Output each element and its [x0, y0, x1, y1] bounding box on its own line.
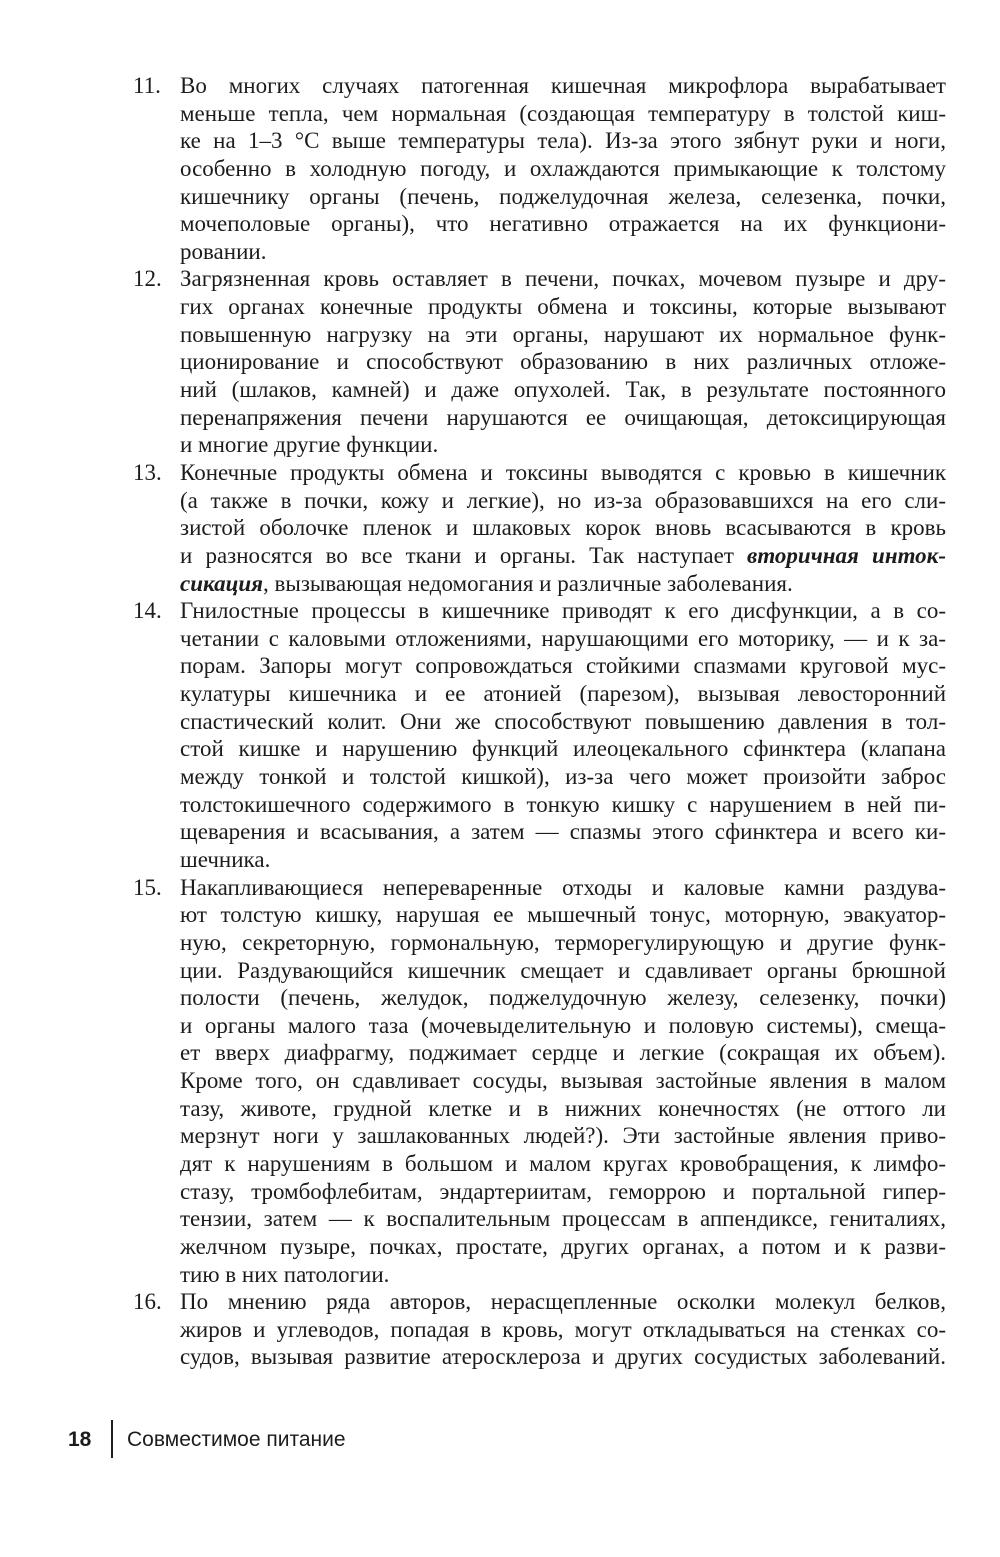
text-line: ют толстую кишку, нарушая ее мышечный тонус, моторную, эвакуатор- — [180, 902, 946, 928]
text-line: желчном пузыре, почках, простате, других органах, а потом и к разви- — [180, 1233, 946, 1259]
text-line: Накапливающиеся непереваренные отходы и каловые камни раздува- — [180, 874, 946, 900]
text-line: Загрязненная кровь оставляет в печени, почках, мочевом пузыре и дру- — [180, 266, 946, 292]
item-number: 14. — [133, 598, 162, 624]
list-item-12 — [0, 265, 1000, 458]
text-line: особенно в холодную погоду, и охлаждаются примыкающие к толстому — [180, 155, 946, 181]
text-line: между тонкой и толстой кишкой), из-за чего может произойти заброс — [180, 764, 946, 790]
list-item-11 — [0, 72, 1000, 265]
text-line: ную, секреторную, гормональную, терморегулирующую и другие функ- — [180, 929, 946, 955]
text-line: перенапряжения печени нарушаются ее очищающая, детоксицирующая — [180, 404, 946, 430]
text-line: мерзнут ноги у зашлакованных людей?). Эти застойные явления приво- — [180, 1123, 946, 1149]
text-line: тазу, животе, грудной клетке и в нижних конечностях (не оттого ли — [180, 1095, 946, 1121]
text-line: тензии, затем — к воспалительным процессам в аппендиксе, гениталиях, — [180, 1206, 946, 1232]
text-line: Во многих случаях патогенная кишечная микрофлора вырабатывает — [180, 73, 946, 98]
text-line: мочеполовые органы), что негативно отражается на их функциони- — [180, 211, 946, 237]
page-footer — [0, 1420, 1000, 1460]
text-line: Конечные продукты обмена и токсины выводятся с кровью в кишечник — [180, 459, 946, 485]
text-line: ционирование и способствуют образованию в них различных отложе- — [180, 349, 946, 375]
text-fragment: и разносятся во все ткани и органы. Так наступает — [180, 542, 748, 568]
text-line: шечника. — [180, 846, 271, 872]
list-item-13 — [0, 459, 1000, 597]
text-line: толстокишечного содержимого в тонкую кишку с нарушением в ней пи- — [180, 791, 946, 817]
item-number: 15. — [133, 874, 162, 900]
text-line: По мнению ряда авторов, нерасщепленные осколки молекул белков, — [180, 1289, 946, 1315]
text-line: четании с каловыми отложениями, нарушающими его моторику, — и к за- — [180, 625, 946, 651]
item-number: 13. — [133, 459, 162, 485]
text-line: зистой оболочке пленок и шлаковых корок вновь всасываются в кровь — [180, 515, 946, 541]
text-line: полости (печень, желудок, поджелудочную железу, селезенку, почки) — [180, 985, 946, 1011]
text-line: кишечнику органы (печень, поджелудочная железа, селезенка, почки, — [180, 183, 946, 209]
text-line: ний (шлаков, камней) и даже опухолей. Так, в результате постоянного — [180, 377, 946, 403]
text-line: меньше тепла, чем нормальная (создающая температуру в толстой киш- — [180, 100, 946, 126]
text-line — [180, 570, 946, 598]
text-line: жиров и углеводов, попадая в кровь, могут откладываться на стенках со- — [180, 1316, 946, 1342]
text-line: порам. Запоры могут сопровождаться стойкими спазмами круговой мус- — [180, 653, 946, 679]
numbered-list — [0, 72, 1000, 1371]
item-number: 16. — [133, 1289, 162, 1315]
text-line: стазу, тромбофлебитам, эндартериитам, геморрою и портальной гипер- — [180, 1178, 946, 1204]
list-item-15 — [0, 874, 1000, 1289]
list-item-16 — [0, 1288, 1000, 1371]
item-number: 12. — [133, 266, 162, 292]
text-line: Гнилостные процессы в кишечнике приводят к его дисфункции, а в со- — [180, 598, 946, 624]
text-line: и многие другие функции. — [180, 432, 439, 458]
page-body — [0, 72, 1000, 1371]
text-line: судов, вызывая развитие атеросклероза и других сосудистых заболеваний. — [180, 1344, 946, 1370]
text-line: ет вверх диафрагму, поджимает сердце и легкие (сокращая их объем). — [180, 1040, 946, 1066]
text-line: повышенную нагрузку на эти органы, нарушают их нормальное функ- — [180, 321, 946, 347]
page-number: 18 — [68, 1428, 92, 1451]
text-line — [180, 542, 946, 570]
text-line: тию в них патологии. — [180, 1261, 390, 1287]
footer-divider — [111, 1420, 113, 1458]
item-number: 11. — [133, 73, 161, 98]
text-line: дят к нарушениям в большом и малом кругах кровобращения, к лимфо- — [180, 1150, 946, 1176]
emphasis-term: сикация — [180, 570, 264, 596]
running-title: Совместимое питание — [127, 1428, 346, 1451]
text-line: щеварения и всасывания, а затем — спазмы этого сфинктера и всего ки- — [180, 819, 946, 845]
text-line: ке на 1–3 °С выше температуры тела). Из-за этого зябнут руки и ноги, — [180, 128, 946, 154]
text-line: кулатуры кишечника и ее атонией (парезом), вызывая левосторонний — [180, 681, 946, 707]
emphasis-term: вторичная инток- — [747, 542, 946, 568]
text-fragment: , вызывающая недомогания и различные заболевания. — [263, 570, 793, 596]
list-item-14 — [0, 597, 1000, 873]
text-line: спастический колит. Они же способствуют повышению давления в тол- — [180, 708, 946, 734]
text-line: ровании. — [180, 238, 267, 264]
text-line: ции. Раздувающийся кишечник смещает и сдавливает органы брюшной — [180, 957, 946, 983]
text-line: Кроме того, он сдавливает сосуды, вызывая застойные явления в малом — [180, 1068, 946, 1094]
text-line: гих органах конечные продукты обмена и токсины, которые вызывают — [180, 294, 946, 320]
text-line: стой кишке и нарушению функций илеоцекального сфинктера (клапана — [180, 736, 946, 762]
text-line: (а также в почки, кожу и легкие), но из-за образовавшихся на его сли- — [180, 487, 946, 513]
text-line: и органы малого таза (мочевыделительную и половую системы), смеща- — [180, 1012, 946, 1038]
